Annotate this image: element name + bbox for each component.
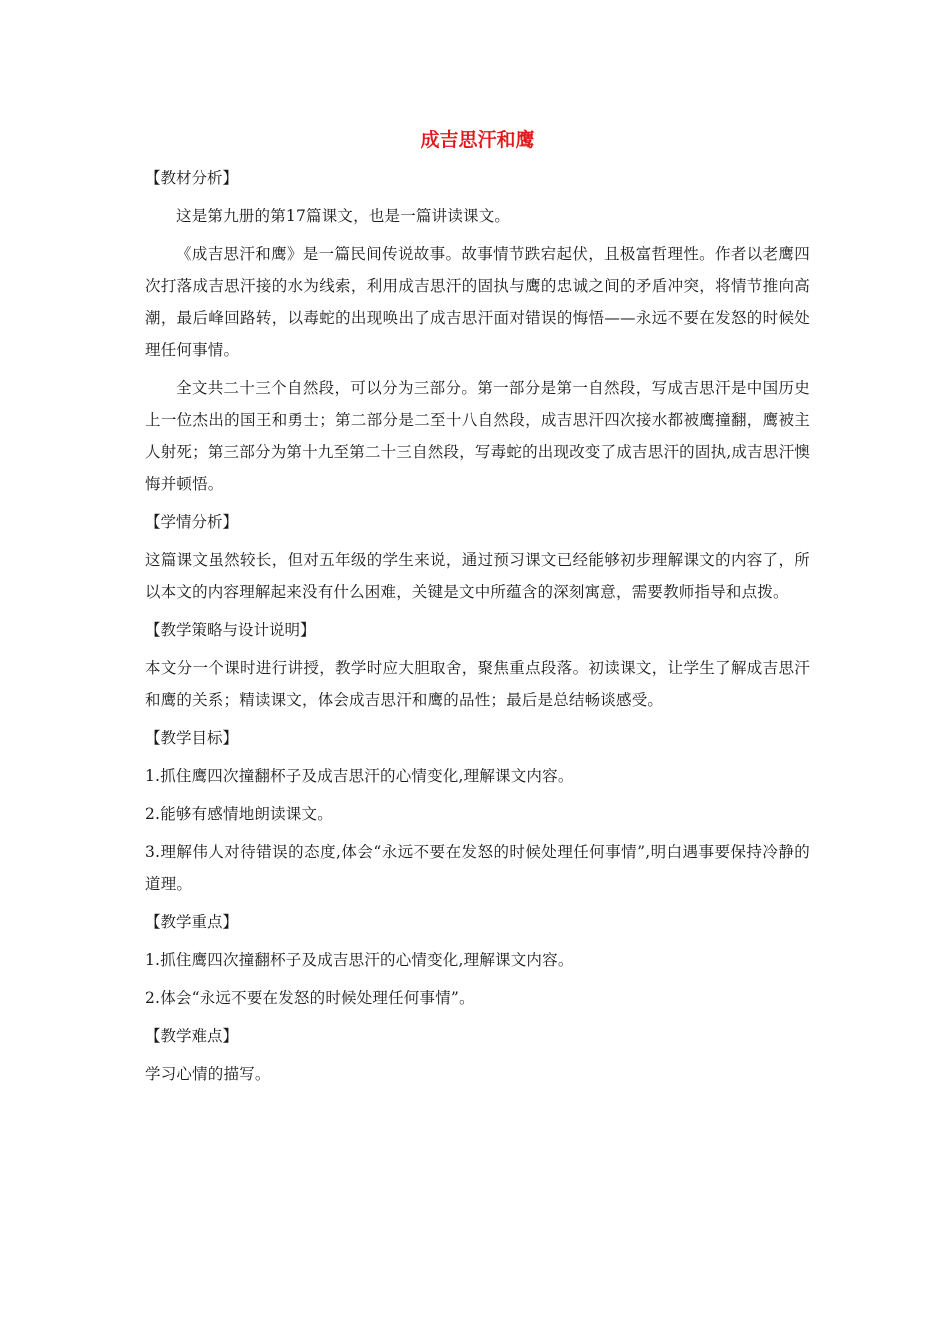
paragraph: 这篇课文虽然较长，但对五年级的学生来说，通过预习课文已经能够初步理解课文的内容了，所以本文的内容理解起来没有什么困难，关键是文中所蕴含的深刻寓意，需要教师指导和点拨。 (145, 551, 810, 601)
paragraph: 这是第九册的第17篇课文，也是一篇讲读课文。 (176, 207, 511, 225)
section-heading-student-analysis: 【学情分析】 (145, 513, 239, 531)
section-heading-difficulties: 【教学难点】 (145, 1027, 239, 1045)
document-title: 成吉思汗和鹰 (420, 129, 535, 151)
document-page (145, 120, 810, 1096)
list-item: 2.体会“永远不要在发怒的时候处理任何事情”。 (145, 989, 475, 1007)
paragraph: 学习心情的描写。 (145, 1065, 271, 1083)
list-item: 3.理解伟人对待错误的态度,体会“永远不要在发怒的时候处理任何事情”,明白遇事要保持冷静的道理。 (145, 843, 810, 893)
section-heading-textbook-analysis: 【教材分析】 (145, 169, 239, 187)
paragraph: 本文分一个课时进行讲授，教学时应大胆取舍，聚焦重点段落。初读课文，让学生了解成吉思汗和鹰的关系；精读课文，体会成吉思汗和鹰的品性；最后是总结畅谈感受。 (145, 659, 810, 709)
section-heading-strategy: 【教学策略与设计说明】 (145, 621, 316, 639)
list-item: 2.能够有感情地朗读课文。 (145, 805, 333, 823)
section-heading-key-points: 【教学重点】 (145, 913, 239, 931)
section-heading-objectives: 【教学目标】 (145, 729, 239, 747)
list-item: 1.抓住鹰四次撞翻杯子及成吉思汗的心情变化,理解课文内容。 (145, 951, 574, 969)
paragraph: 《成吉思汗和鹰》是一篇民间传说故事。故事情节跌宕起伏，且极富哲理性。作者以老鹰四次打落成吉思汗接的水为线索，利用成吉思汗的固执与鹰的忠诚之间的矛盾冲突，将情节推向高潮，最后峰回路转，以毒蛇的出现唤出了成吉思汗面对错误的悔悟——永远不要在发怒的时候处理任何事情。 (145, 245, 810, 359)
paragraph: 全文共二十三个自然段，可以分为三部分。第一部分是第一自然段，写成吉思汗是中国历史上一位杰出的国王和勇士；第二部分是二至十八自然段，成吉思汗四次接水都被鹰撞翻，鹰被主人射死；第三部分为第十九至第二十三自然段，写毒蛇的出现改变了成吉思汗的固执,成吉思汗懊悔并顿悟。 (145, 379, 810, 493)
list-item: 1.抓住鹰四次撞翻杯子及成吉思汗的心情变化,理解课文内容。 (145, 767, 574, 785)
